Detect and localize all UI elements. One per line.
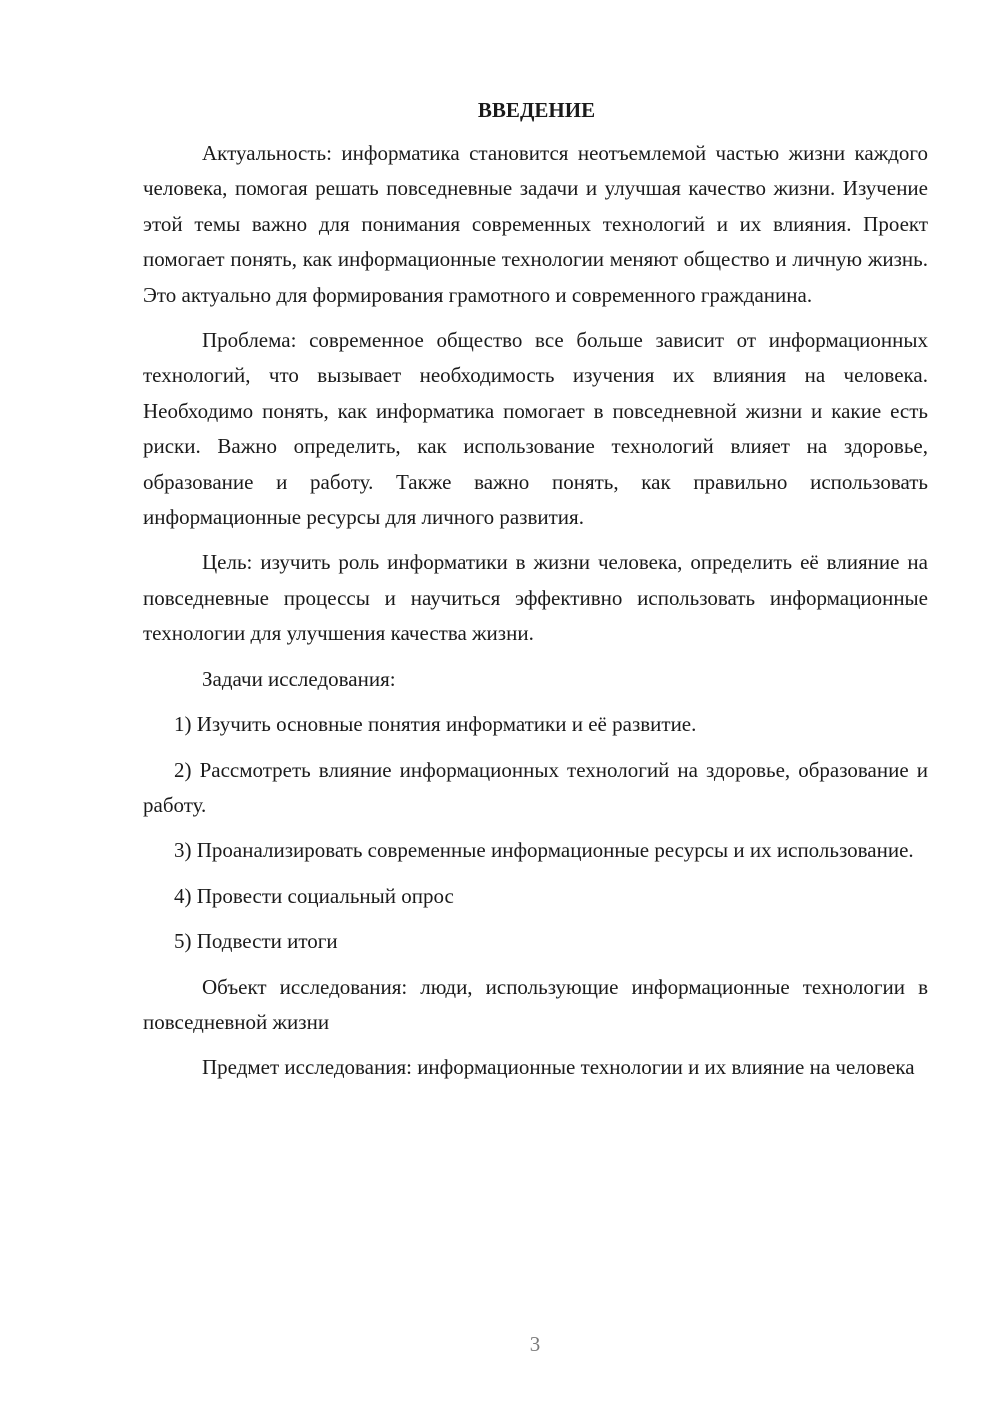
section-heading: ВВЕДЕНИЕ — [477, 98, 596, 122]
task-item-2: 2) Рассмотреть влияние информационных технологий на здоровье, образование и работу. — [143, 757, 928, 817]
task-item-3: 3) Проанализировать современные информационные ресурсы и их использование. — [174, 838, 914, 863]
paragraph-object: Объект исследования: люди, использующие информационные технологии в повседневной жизни — [143, 974, 928, 1034]
page-number: 3 — [529, 1332, 541, 1356]
task-item-5: 5) Подвести итоги — [174, 929, 338, 954]
task-item-1: 1) Изучить основные понятия информатики и её развитие. — [174, 712, 697, 737]
tasks-heading: Задачи исследования: — [202, 666, 396, 691]
task-item-4: 4) Провести социальный опрос — [174, 883, 454, 908]
paragraph-problem: Проблема: современное общество все больше зависит от информационных технологий, что вызывает необходимость изучения их влияния на человека. Необходимо понять, как информатика помогает в повседневной жизни и какие есть риски. Важно определить, как использование технологий влияет на здоровье, образование и работу. Также важно понять, как правильно использовать информационные ресурсы для личного развития. — [143, 328, 928, 530]
paragraph-subject: Предмет исследования: информационные технологии и их влияние на человека — [202, 1055, 915, 1080]
paragraph-goal: Цель: изучить роль информатики в жизни человека, определить её влияние на повседневные процессы и научиться эффективно использовать информационные технологии для улучшения качества жизни. — [143, 550, 928, 646]
document-page — [143, 93, 928, 1096]
paragraph-relevance: Актуальность: информатика становится неотъемлемой частью жизни каждого человека, помогая решать повседневные задачи и улучшая качество жизни. Изучение этой темы важно для понимания современных технологий и их влияния. Проект помогает понять, как информационные технологии меняют общество и личную жизнь. Это актуально для формирования грамотного и современного гражданина. — [143, 141, 928, 307]
